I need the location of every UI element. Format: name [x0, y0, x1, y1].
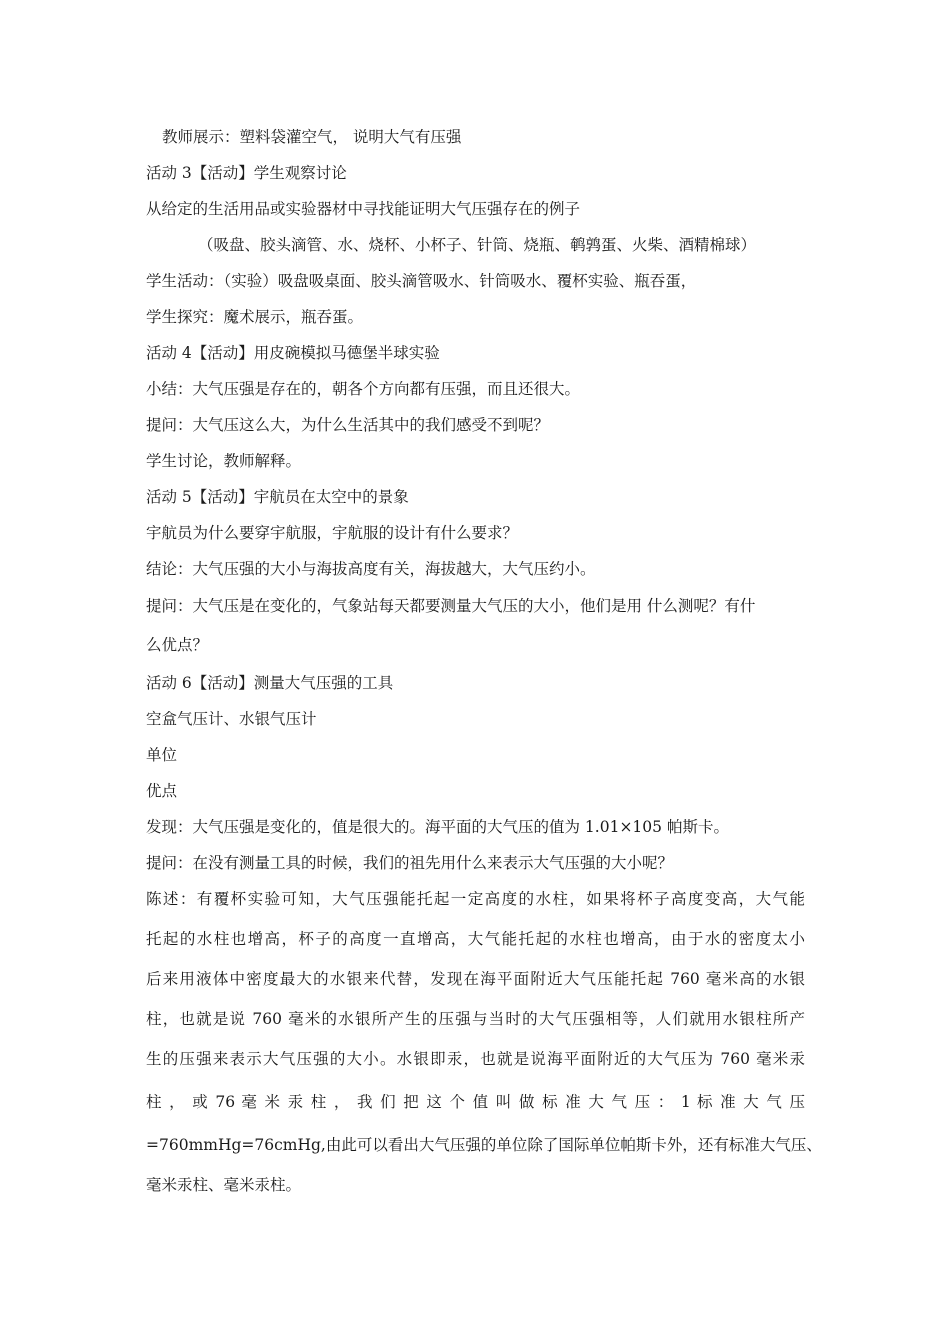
statement-line-8: 毫米汞柱、毫米汞柱。 [146, 1176, 302, 1194]
teacher-demo-line: 教师展示：塑料袋灌空气， 说明大气有压强 [162, 128, 462, 146]
unit-line: 单位 [146, 746, 178, 764]
student-inquiry-line: 学生探究：魔术展示，瓶吞蛋。 [146, 308, 364, 326]
activity-3-task: 从给定的生活用品或实验器材中寻找能证明大气压强存在的例子 [146, 200, 581, 218]
activity-5-heading: 活动 5【活动】宇航员在太空中的景象 [146, 488, 409, 506]
statement-line-7: =760mmHg=76cmHg,由此可以看出大气压强的单位除了国际单位帕斯卡外，还有标准大气压、 [146, 1136, 822, 1154]
student-activity-line: 学生活动：（实验）吸盘吸桌面、胶头滴管吸水、针筒吸水、覆杯实验、瓶吞蛋， [146, 272, 697, 290]
discovery-line: 发现：大气压强是变化的，值是很大的。海平面的大气压的值为 1.01×105 帕斯卡。 [146, 818, 729, 836]
conclusion-line: 结论：大气压强的大小与海拔高度有关，海拔越大，大气压约小。 [146, 560, 596, 578]
activity-3-heading: 活动 3【活动】学生观察讨论 [146, 164, 347, 182]
question-line-2-cont: 么优点？ [146, 636, 209, 654]
activity-4-heading: 活动 4【活动】用皮碗模拟马德堡半球实验 [146, 344, 440, 362]
discussion-line: 学生讨论，教师解释。 [146, 452, 302, 470]
statement-line-4: 柱，也就是说 760 毫米的水银所产生的压强与当时的大气压强相等，人们就用水银柱所产 [146, 1010, 805, 1028]
materials-list: （吸盘、胶头滴管、水、烧杯、小杯子、针筒、烧瓶、鹌鹑蛋、火柴、酒精棉球） [198, 236, 757, 254]
question-line-3: 提问：在没有测量工具的时候，我们的祖先用什么来表示大气压强的大小呢？ [146, 854, 674, 872]
activity-6-heading: 活动 6【活动】测量大气压强的工具 [146, 674, 394, 692]
statement-line-1: 陈述：有覆杯实验可知，大气压强能托起一定高度的水柱，如果将杯子高度变高，大气能 [146, 890, 805, 908]
statement-line-6: 柱 ， 或 76 毫 米 汞 柱 ， 我 们 把 这 个 值 叫 做 标 准 大 气 压 ： 1 标 准 大 气 压 [146, 1093, 805, 1111]
question-line-1: 提问：大气压这么大，为什么生活其中的我们感受不到呢？ [146, 416, 550, 434]
advantage-line: 优点 [146, 782, 178, 800]
summary-line: 小结：大气压强是存在的，朝各个方向都有压强，而且还很大。 [146, 380, 581, 398]
statement-line-5: 生的压强来表示大气压强的大小。水银即汞，也就是说海平面附近的大气压为 760 毫米汞 [146, 1050, 805, 1068]
astronaut-question-line: 宇航员为什么要穿宇航服，宇航服的设计有什么要求？ [146, 524, 519, 542]
statement-line-3: 后来用液体中密度最大的水银来代替，发现在海平面附近大气压能托起 760 毫米高的水银 [146, 970, 805, 988]
barometer-types-line: 空盒气压计、水银气压计 [146, 710, 317, 728]
question-line-2: 提问：大气压是在变化的，气象站每天都要测量大气压的大小，他们是用 什么测呢？有什 [146, 597, 756, 615]
statement-line-2: 托起的水柱也增高，杯子的高度一直增高，大气能托起的水柱也增高，由于水的密度太小 [146, 930, 805, 948]
